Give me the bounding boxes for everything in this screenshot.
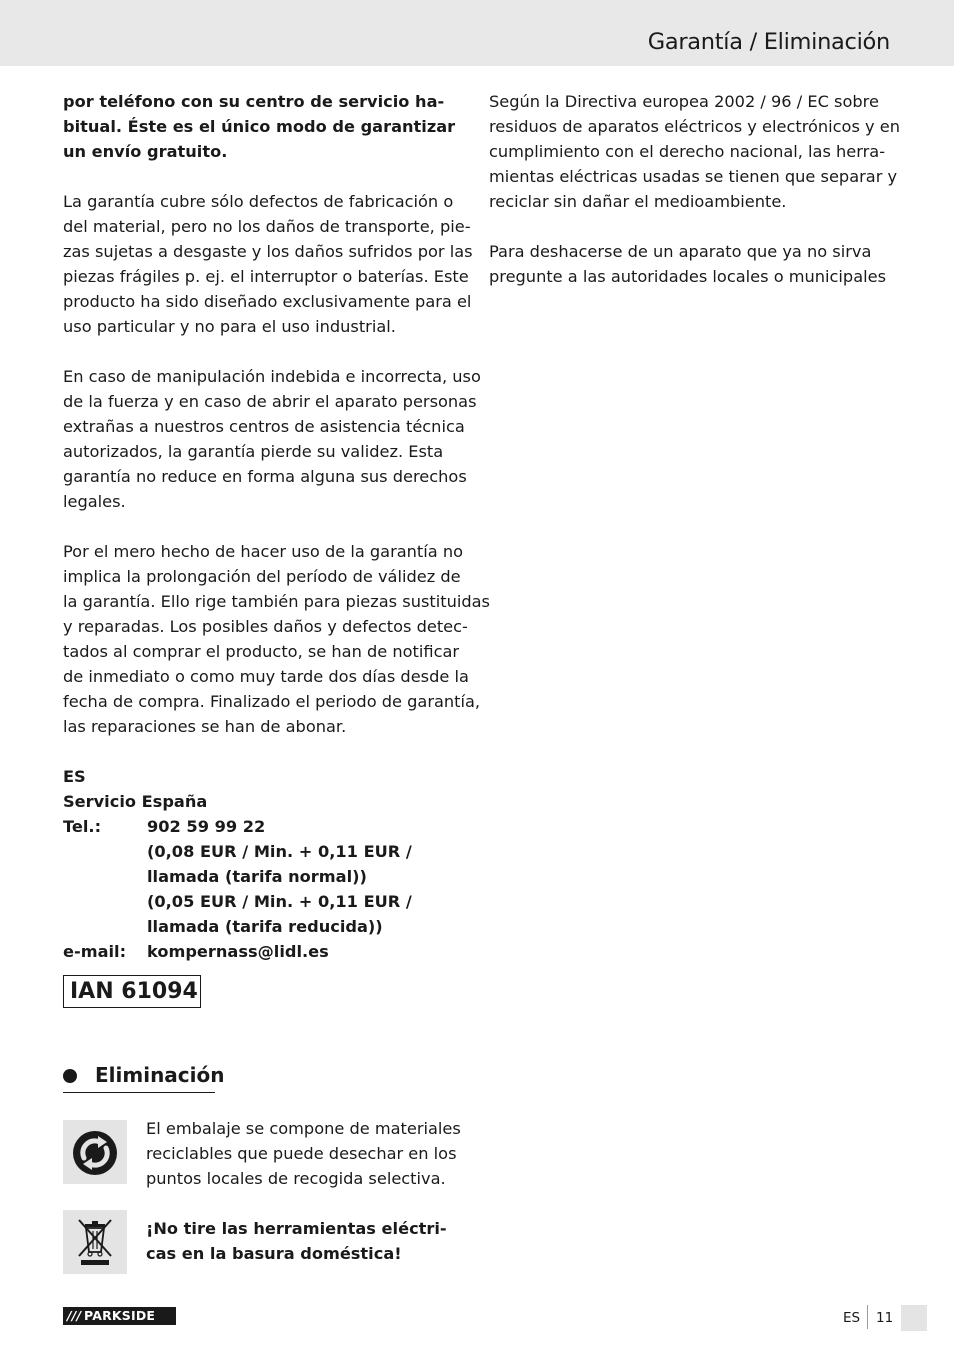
page-title: Garantía / Eliminación xyxy=(647,29,890,55)
text-line: uso particular y no para el uso industrial. xyxy=(63,317,396,336)
text-line: ¡No tire las herramientas eléctri- xyxy=(146,1219,447,1238)
ian-number-box: IAN 61094 xyxy=(63,975,201,1008)
brand-name: PARKSIDE xyxy=(84,1308,156,1323)
text-line: extrañas a nuestros centros de asistencia técnica xyxy=(63,417,465,436)
text-line: reciclables que puede desechar en los xyxy=(146,1144,457,1163)
text-line: La garantía cubre sólo defectos de fabricación o xyxy=(63,192,454,211)
text-line: del material, pero no los daños de transporte, pie- xyxy=(63,217,471,236)
left-column xyxy=(63,89,490,964)
right-column xyxy=(489,89,900,314)
text-line: residuos de aparatos eléctricos y electrónicos y en xyxy=(489,117,900,136)
page-number: 11 xyxy=(876,1310,894,1326)
weee-warning-text xyxy=(146,1216,466,1266)
page-tab-marker xyxy=(901,1305,927,1331)
recycle-icon xyxy=(63,1120,127,1184)
email-address: kompernass@lidl.es xyxy=(147,942,329,961)
phone-rate-text: llamada (tarifa normal)) xyxy=(147,867,367,886)
section-title: Eliminación xyxy=(95,1063,225,1087)
text-line: puntos locales de recogida selectiva. xyxy=(146,1169,446,1188)
text-line: fecha de compra. Finalizado el periodo de garantía, xyxy=(63,692,481,711)
text-line: piezas frágiles p. ej. el interruptor o baterías. Este xyxy=(63,267,469,286)
service-name: Servicio España xyxy=(63,792,208,811)
text-line: reciclar sin dañar el medioambiente. xyxy=(489,192,787,211)
text-line: producto ha sido diseñado exclusivamente para el xyxy=(63,292,472,311)
text-line: zas sujetas a desgaste y los daños sufridos por las xyxy=(63,242,473,261)
service-country: ES xyxy=(63,767,86,786)
text-line: tados al comprar el producto, se han de notificar xyxy=(63,642,460,661)
text-line: cas en la basura doméstica! xyxy=(146,1244,402,1263)
phone-rate-row xyxy=(63,914,463,939)
service-email-row xyxy=(63,939,463,964)
service-phone-row xyxy=(63,814,463,839)
phone-rate-text: (0,05 EUR / Min. + 0,11 EUR / xyxy=(147,892,412,911)
text-line: Por el mero hecho de hacer uso de la garantía no xyxy=(63,542,463,561)
bullet-dot-icon xyxy=(63,1069,77,1083)
text-line: autorizados, la garantía pierde su validez. Esta xyxy=(63,442,444,461)
intro-paragraph xyxy=(63,89,463,164)
text-line: legales. xyxy=(63,492,126,511)
phone-rate-row xyxy=(63,864,463,889)
parkside-logo: /// PARKSIDE xyxy=(63,1307,176,1325)
phone-rate-row xyxy=(63,889,463,914)
text-line: En caso de manipulación indebida e incorrecta, uso xyxy=(63,367,481,386)
warranty-period-paragraph xyxy=(63,539,490,739)
text-line: Para deshacerse de un aparato que ya no sirva xyxy=(489,242,872,261)
footer-language: ES xyxy=(843,1310,861,1326)
text-line: la garantía. Ello rige también para piezas sustituidas xyxy=(63,592,490,611)
service-contact-block xyxy=(63,764,463,964)
phone-rate-text: (0,08 EUR / Min. + 0,11 EUR / xyxy=(147,842,412,861)
text-line: las reparaciones se han de abonar. xyxy=(63,717,347,736)
packaging-recycle-text xyxy=(146,1116,466,1191)
phone-rate-row xyxy=(63,839,463,864)
crossed-bin-icon xyxy=(63,1210,127,1274)
text-line: garantía no reduce en forma alguna sus derechos xyxy=(63,467,467,486)
warranty-coverage-paragraph xyxy=(63,189,473,339)
phone-label: Tel.: xyxy=(63,817,102,836)
text-line: bitual. Éste es el único modo de garantizar xyxy=(63,117,456,136)
text-line: pregunte a las autoridades locales o municipales xyxy=(489,267,887,286)
text-line: El embalaje se compone de materiales xyxy=(146,1119,461,1138)
text-line: un envío gratuito. xyxy=(63,142,228,161)
text-line: de inmediato o como muy tarde dos días desde la xyxy=(63,667,469,686)
directive-paragraph xyxy=(489,89,900,214)
phone-rate-text: llamada (tarifa reducida)) xyxy=(147,917,383,936)
section-heading-disposal xyxy=(63,1062,225,1093)
text-line: mientas eléctricas usadas se tienen que separar y xyxy=(489,167,898,186)
text-line: y reparadas. Los posibles daños y defectos detec- xyxy=(63,617,468,636)
misuse-paragraph xyxy=(63,364,481,514)
text-line: Según la Directiva europea 2002 / 96 / EC sobre xyxy=(489,92,879,111)
email-label: e-mail: xyxy=(63,942,127,961)
text-line: cumplimiento con el derecho nacional, las herra- xyxy=(489,142,886,161)
text-line: por teléfono con su centro de servicio ha- xyxy=(63,92,445,111)
text-line: implica la prolongación del período de válidez de xyxy=(63,567,461,586)
page-header xyxy=(0,0,954,66)
footer-divider xyxy=(867,1305,868,1329)
disposal-advice-paragraph xyxy=(489,239,889,289)
text-line: de la fuerza y en caso de abrir el aparato personas xyxy=(63,392,477,411)
phone-number: 902 59 99 22 xyxy=(147,817,266,836)
